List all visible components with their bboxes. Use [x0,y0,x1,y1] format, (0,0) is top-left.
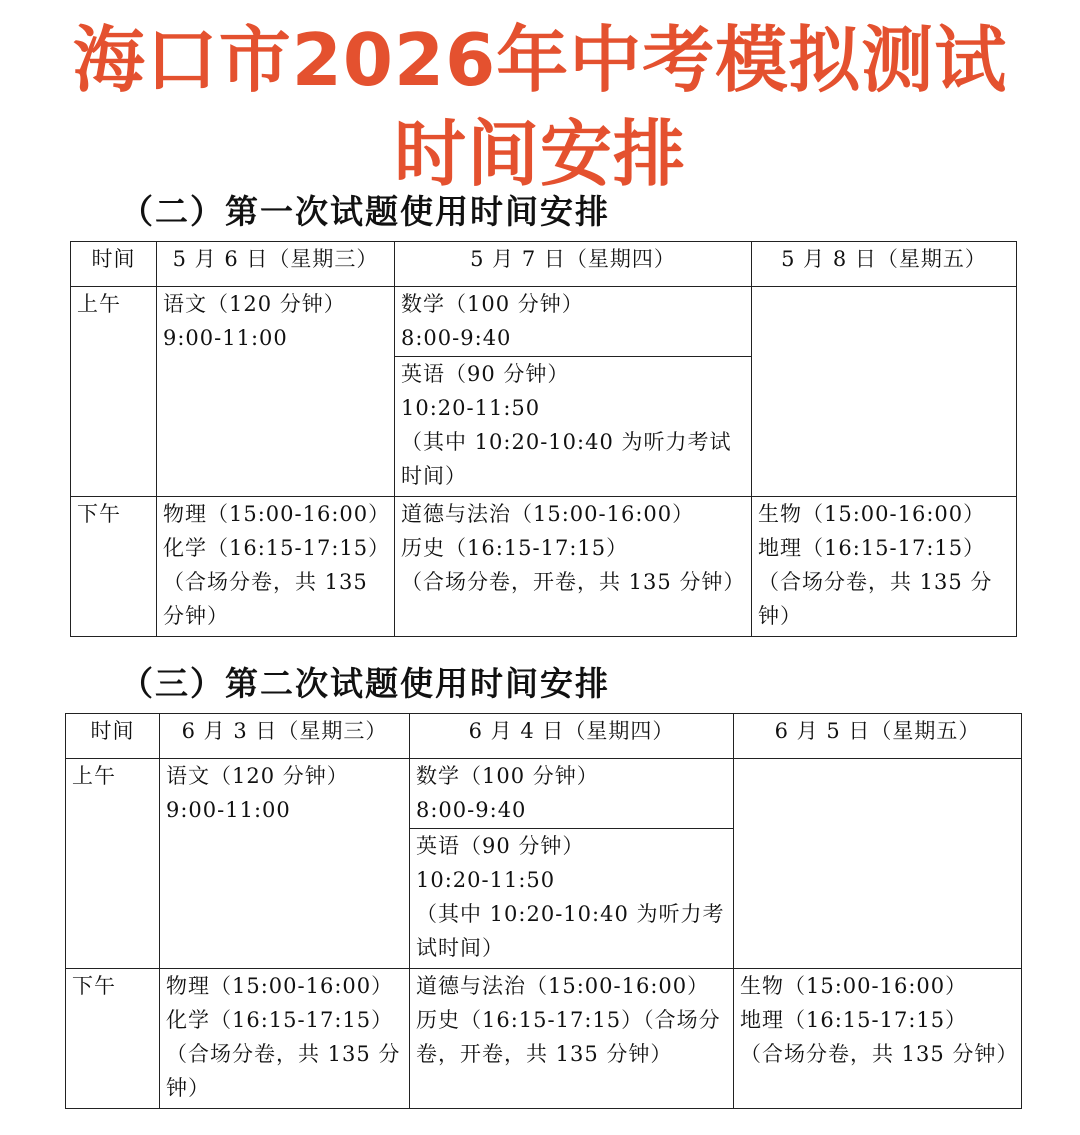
header-time: 时间 [71,242,157,287]
section-heading-second: （三）第二次试题使用时间安排 [120,664,610,703]
page-title-line-1: 海口市2026年中考模拟测试 [72,18,1008,102]
exam-morality-law: 道德与法治（15:00-16:00） [401,502,695,526]
exam-english-time: 10:20-11:50 [401,396,541,420]
exam-biology: 生物（15:00-16:00） [740,974,968,998]
morning-day-3-cell [752,287,1017,497]
morning-day-3-cell [734,759,1022,969]
exam-math-time: 8:00-9:40 [416,798,527,822]
exam-geography: 地理（16:15-17:15） [740,1008,968,1032]
afternoon-row [71,497,1017,637]
exam-physics: 物理（15:00-16:00） [166,974,394,998]
exam-note: （合场分卷，共 135 分钟） [740,1042,1019,1066]
morning-day-2-english-cell [410,829,734,969]
exam-chinese: 语文（120 分钟） [166,764,349,788]
exam-chinese-time: 9:00-11:00 [163,326,288,350]
morning-row [71,287,1017,357]
morning-row [66,759,1022,829]
exam-note: （合场分卷，共 135 分钟） [163,570,368,628]
exam-geography: 地理（16:15-17:15） [758,536,986,560]
header-day-3: 5 月 8 日（星期五） [752,242,1017,287]
morning-day-2-english-cell [395,357,752,497]
afternoon-day-1-cell [160,969,410,1109]
exam-english-time: 10:20-11:50 [416,868,556,892]
period-morning: 上午 [66,759,160,969]
header-day-1: 6 月 3 日（星期三） [160,714,410,759]
section-heading-first: （二）第一次试题使用时间安排 [120,192,610,231]
period-afternoon: 下午 [66,969,160,1109]
exam-english-note: （其中 10:20-10:40 为听力考试时间） [401,430,732,488]
exam-chinese-time: 9:00-11:00 [166,798,291,822]
exam-note: （合场分卷，开卷，共 135 分钟） [401,570,746,594]
exam-math-time: 8:00-9:40 [401,326,512,350]
header-row [71,242,1017,287]
header-row [66,714,1022,759]
exam-morality-law: 道德与法治（15:00-16:00） [416,974,710,998]
exam-history: 历史（16:15-17:15） [401,536,629,560]
afternoon-day-2-cell [410,969,734,1109]
header-day-3: 6 月 5 日（星期五） [734,714,1022,759]
page-title-line-2: 时间安排 [393,112,686,196]
morning-day-1-cell [157,287,395,497]
exam-biology: 生物（15:00-16:00） [758,502,986,526]
header-day-2: 5 月 7 日（星期四） [395,242,752,287]
exam-physics: 物理（15:00-16:00） [163,502,391,526]
morning-day-2-math-cell [410,759,734,829]
afternoon-day-1-cell [157,497,395,637]
afternoon-row [66,969,1022,1109]
morning-day-1-cell [160,759,410,969]
afternoon-day-3-cell [752,497,1017,637]
afternoon-day-3-cell [734,969,1022,1109]
schedule-table-first [70,241,1017,637]
exam-math: 数学（100 分钟） [416,764,599,788]
period-morning: 上午 [71,287,157,497]
exam-history-note: 历史（16:15-17:15）（合场分卷，开卷，共 135 分钟） [416,1008,721,1066]
schedule-table-second [65,713,1022,1109]
exam-chemistry: 化学（16:15-17:15） [163,536,391,560]
header-day-1: 5 月 6 日（星期三） [157,242,395,287]
exam-chemistry: 化学（16:15-17:15） [166,1008,394,1032]
exam-english: 英语（90 分钟） [416,834,585,858]
header-day-2: 6 月 4 日（星期四） [410,714,734,759]
exam-note: （合场分卷，共 135 分钟） [758,570,993,628]
exam-english-note: （其中 10:20-10:40 为听力考试时间） [416,902,725,960]
exam-chinese: 语文（120 分钟） [163,292,346,316]
afternoon-day-2-cell [395,497,752,637]
exam-note: （合场分卷，共 135 分钟） [166,1042,401,1100]
morning-day-2-math-cell [395,287,752,357]
header-time: 时间 [66,714,160,759]
exam-english: 英语（90 分钟） [401,362,570,386]
exam-math: 数学（100 分钟） [401,292,584,316]
period-afternoon: 下午 [71,497,157,637]
